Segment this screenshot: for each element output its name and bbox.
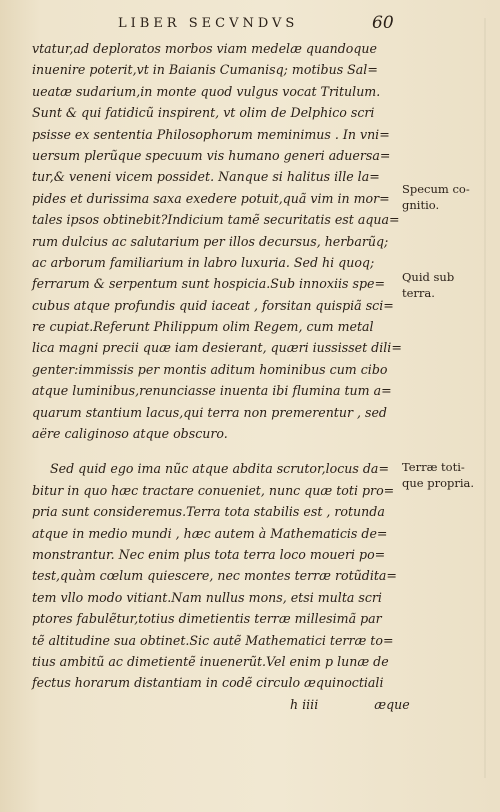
text-line: atque luminibus,renunciasse inuenta ibi flumina tum a= [32,383,392,399]
page-edge-shadow [484,18,486,778]
marginal-note-line: Specum co- [402,182,470,196]
signature-mark: h iiii [290,696,319,712]
text-line: rum dulcius ac salutarium per illos decursus, herbarũq; [32,233,389,249]
marginal-note-line: que propria. [402,476,475,490]
text-line: atque in medio mundi , hæc autem à Mathematicis de= [32,525,388,541]
text-line: ac arborum familiarium in labro luxuria. Sed hi quoq; [32,254,375,270]
page-number: 60 [372,13,394,33]
paragraph-gap [32,444,402,458]
marginal-note-line: gnitio. [402,198,440,212]
text-line: tur,& veneni vicem possidet. Nanque si halitus ille la= [32,169,380,185]
text-line: re cupiat.Referunt Philippum olim Regem, cum metal [32,319,374,335]
text-line: monstrantur. Nec enim plus tota terra loco moueri po= [32,546,386,562]
text-line: genter:immissis per montis aditum hominibus cum cibo [32,361,388,377]
marginal-note [402,459,500,491]
signature-line [32,694,410,715]
text-line: pides et durissima saxa exedere potuit,quã vim in mor= [32,190,390,206]
text-line: quarum stantium lacus,qui terra non premerentur , sed [32,404,387,420]
text-line: tẽ altitudine sua obtinet.Sic autẽ Mathematici terræ to= [32,632,394,648]
text-line: Sed quid ego ima nũc atque abdita scrutor,locus da= [50,461,389,477]
text-line: lica magni precii quæ iam desierant, quæri iussisset dili= [32,340,402,356]
catchword: æque [374,696,410,712]
text-line: psisse ex sententia Philosophorum meminimus . In vni= [32,126,390,142]
text-line: ptores fabulẽtur,totius dimetientis terræ millesimã par [32,611,382,627]
text-line: aëre caliginoso atque obscuro. [32,426,228,442]
marginal-note-line: Quid sub [402,270,455,284]
running-head: LIBER SECVNDVS [118,16,299,31]
text-line: test,quàm cœlum quiescere, nec montes terræ rotũdita= [32,568,397,584]
text-line: ferrarum & serpentum sunt hospicia.Sub innoxiis spe= [32,276,386,292]
marginal-note-line: terra. [402,286,435,300]
text-line: vtatur,ad deploratos morbos viam medelæ quandoque [32,41,377,56]
text-line: ueatæ sudarium,in monte quod vulgus vocat Tritulum. [32,83,381,99]
main-text-block [32,38,410,715]
marginal-note-line: Terræ toti- [402,460,465,474]
text-line: bitur in quo hæc tractare conueniet, nunc quæ toti pro= [32,482,395,498]
text-line: inuenire poterit,vt in Baianis Cumanisq; motibus Sal= [32,62,378,78]
text-line: tem vllo modo vitiant.Nam nullus mons, etsi multa scri [32,589,382,605]
text-line: pria sunt consideremus.Terra tota stabilis est , rotunda [32,504,385,520]
text-line: uersum plerũque specuum vis humano generi aduersa= [32,147,391,163]
page-header [0,13,500,40]
text-line: cubus atque profundis quid iaceat , forsitan quispiã sci= [32,297,394,313]
marginal-note [402,269,500,301]
text-line: tius ambitũ ac dimetientẽ inuenerũt.Vel enim p lunæ de [32,653,389,669]
text-line: tales ipsos obtinebit?Indicium tamẽ securitatis est aqua= [32,212,400,228]
text-line: Sunt & qui fatidicũ inspirent, vt olim de Delphico scri [32,105,375,121]
text-line: fectus horarum distantiam in codẽ circulo æquinoctiali [32,675,384,691]
marginal-note [402,181,500,213]
